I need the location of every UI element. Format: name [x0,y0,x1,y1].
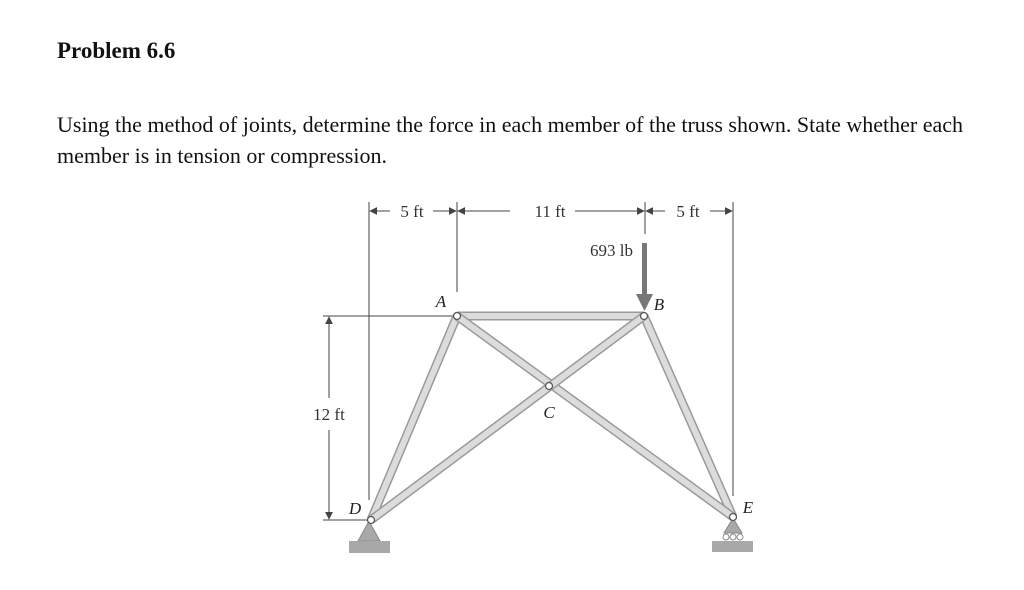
joint-label-b: B [653,295,665,314]
joint-label-c: C [543,403,555,422]
dimension-label-d-a: 5 ft [400,202,424,221]
joint-d-pin [368,517,375,524]
dimension-label-b-e: 5 ft [676,202,700,221]
problem-statement: Using the method of joints, determine the force in each member of the truss shown. State whether each member is in tension or compression. [57,112,964,168]
joint-label-e: E [742,498,754,517]
roller-support-e [712,518,753,552]
joint-a-pin [454,313,461,320]
load-label: 693 lb [590,241,633,260]
dimension-label-a-b: 11 ft [534,202,566,221]
joint-label-a: A [435,292,447,311]
load-arrow [636,243,653,311]
joint-label-d: D [348,499,362,518]
joint-c-pin [546,383,553,390]
problem-title: Problem 6.6 [57,38,176,63]
pin-support-d [349,521,390,553]
dimension-label-height: 12 ft [313,405,345,424]
joint-e-pin [730,514,737,521]
joint-b-pin [641,313,648,320]
